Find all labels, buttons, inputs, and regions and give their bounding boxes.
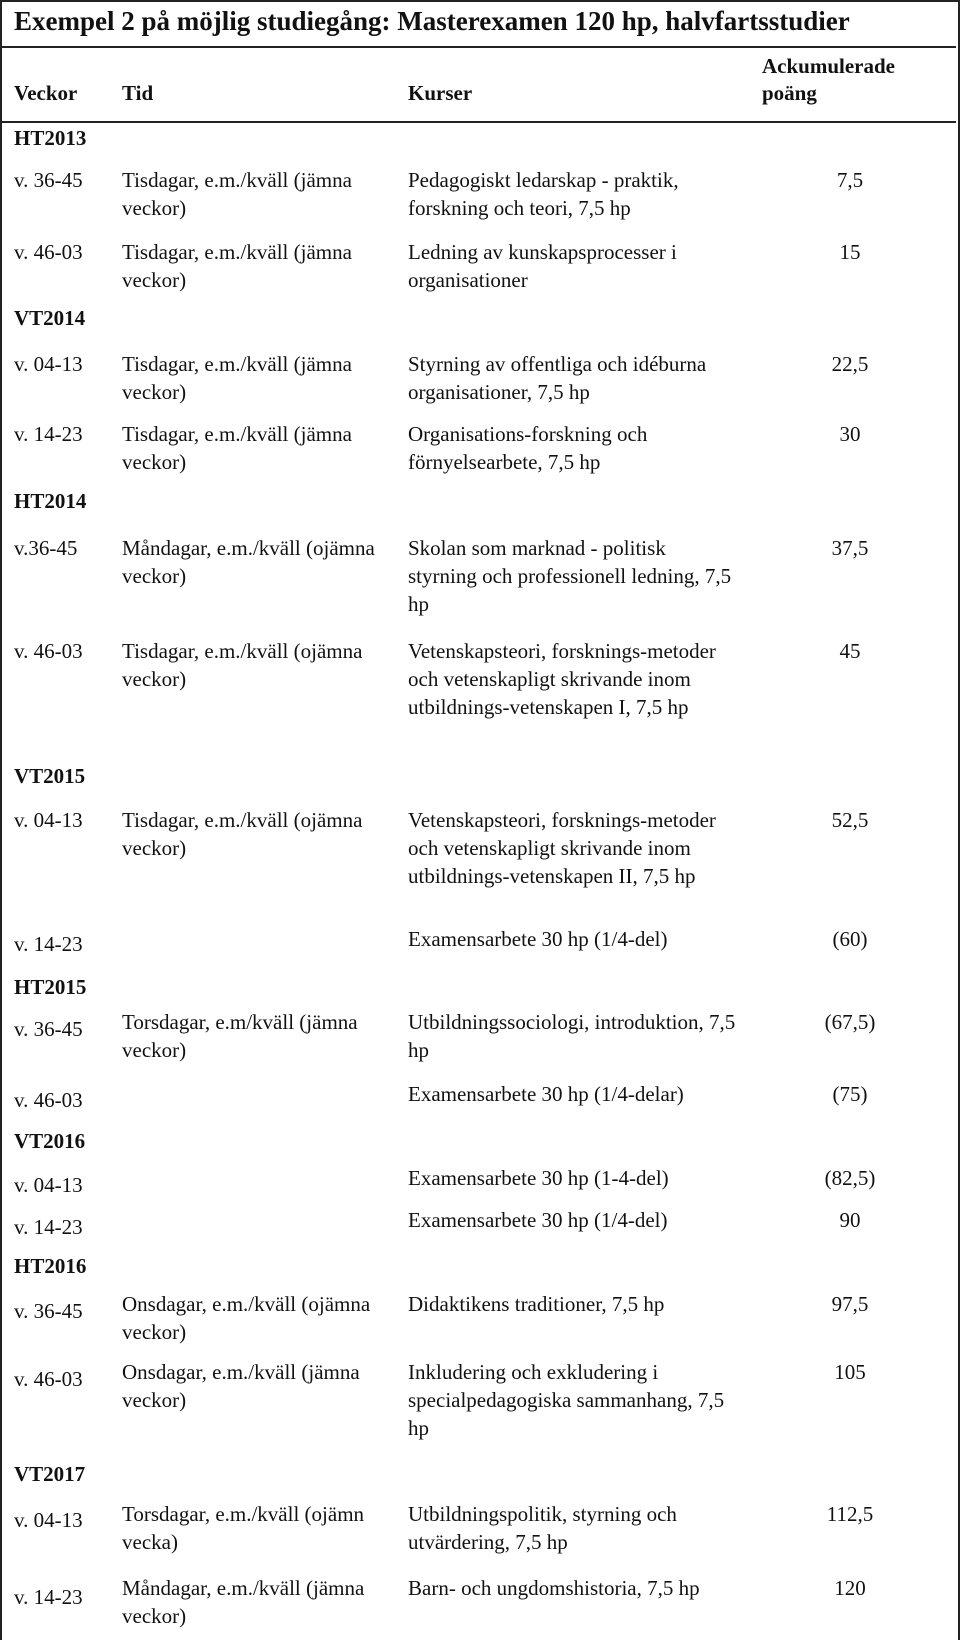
row-course: Skolan som marknad - politisk styrning och professionell ledning, 7,5 hp: [408, 536, 732, 616]
row-points: 30: [839, 422, 861, 446]
page-title: Exempel 2 på möjlig studiegång: Masterexamen 120 hp, halvfartsstudier: [14, 6, 850, 36]
row-time: Måndagar, e.m./kväll (ojämna veckor): [122, 536, 375, 588]
row-points: 120: [834, 1576, 866, 1600]
row-week: v. 14-23: [14, 1215, 83, 1239]
row-time: Tisdagar, e.m./kväll (jämna veckor): [122, 352, 352, 404]
row-week: v. 36-45: [14, 168, 83, 192]
header-points-line2: poäng: [762, 81, 817, 105]
semester-heading: VT2014: [14, 306, 86, 330]
row-points: 7,5: [836, 168, 864, 192]
row-week: v. 04-13: [14, 352, 83, 376]
row-week: v. 46-03: [14, 1088, 83, 1112]
row-course: Pedagogiskt ledarskap - praktik, forskning och teori, 7,5 hp: [408, 168, 679, 220]
row-points: 52,5: [831, 808, 869, 832]
row-week: v. 04-13: [14, 1173, 83, 1197]
row-points: 15: [839, 240, 861, 264]
row-points: 112,5: [826, 1502, 874, 1526]
row-time: Tisdagar, e.m./kväll (ojämna veckor): [122, 808, 363, 860]
row-course: Utbildningspolitik, styrning och utvärdering, 7,5 hp: [408, 1502, 677, 1554]
row-week: v. 46-03: [14, 1367, 83, 1391]
semester-heading: VT2015: [14, 764, 86, 788]
semester-heading: HT2015: [14, 975, 87, 999]
row-time: Tisdagar, e.m./kväll (jämna veckor): [122, 240, 352, 292]
row-time: Tisdagar, e.m./kväll (ojämna veckor): [122, 639, 363, 691]
semester-heading: HT2013: [14, 126, 87, 150]
row-week: v. 36-45: [14, 1299, 83, 1323]
row-time: Tisdagar, e.m./kväll (jämna veckor): [122, 422, 352, 474]
row-course: Vetenskapsteori, forsknings-metoder och vetenskapligt skrivande inom utbildnings-vetenskapen I, 7,5 hp: [408, 639, 716, 719]
row-course: Examensarbete 30 hp (1/4-del): [408, 1208, 668, 1232]
header-divider: [0, 121, 956, 123]
row-course: Examensarbete 30 hp (1-4-del): [408, 1166, 669, 1190]
header-courses: Kurser: [408, 81, 473, 105]
row-week: v. 36-45: [14, 1017, 83, 1041]
row-week: v. 14-23: [14, 422, 83, 446]
row-course: Ledning av kunskapsprocesser i organisationer: [408, 240, 677, 292]
row-week: v. 14-23: [14, 932, 83, 956]
header-time: Tid: [122, 81, 154, 105]
row-time: Torsdagar, e.m./kväll (ojämn vecka): [122, 1502, 365, 1554]
row-time: Onsdagar, e.m./kväll (ojämna veckor): [122, 1292, 371, 1344]
row-time: Tisdagar, e.m./kväll (jämna veckor): [122, 168, 352, 220]
row-points: (75): [832, 1082, 868, 1106]
row-points: 97,5: [831, 1292, 869, 1316]
row-course: Didaktikens traditioner, 7,5 hp: [408, 1292, 665, 1316]
row-course: Barn- och ungdomshistoria, 7,5 hp: [408, 1576, 700, 1600]
semester-heading: HT2014: [14, 489, 87, 513]
row-week: v.36-45: [14, 536, 78, 560]
row-course: Vetenskapsteori, forsknings-metoder och vetenskapligt skrivande inom utbildnings-vetenskapen II, 7,5 hp: [408, 808, 716, 888]
title-row: [0, 0, 956, 48]
row-course: Examensarbete 30 hp (1/4-delar): [408, 1082, 684, 1106]
row-time: Måndagar, e.m./kväll (jämna veckor): [122, 1576, 365, 1628]
semester-heading: VT2016: [14, 1129, 86, 1153]
row-points: 105: [834, 1360, 866, 1384]
header-weeks: Veckor: [14, 81, 78, 105]
row-course: Examensarbete 30 hp (1/4-del): [408, 927, 668, 951]
row-points: 45: [839, 639, 861, 663]
row-course: Organisations-forskning och förnyelsearbete, 7,5 hp: [408, 422, 648, 474]
row-points: (82,5): [824, 1166, 876, 1190]
row-points: (67,5): [824, 1010, 876, 1034]
row-week: v. 04-13: [14, 808, 83, 832]
row-week: v. 04-13: [14, 1508, 83, 1532]
header-points: [762, 53, 895, 107]
row-points: 37,5: [831, 536, 869, 560]
semester-heading: VT2017: [14, 1462, 86, 1486]
semester-heading: HT2016: [14, 1254, 87, 1278]
row-points: (60): [832, 927, 868, 951]
row-course: Styrning av offentliga och idéburna organisationer, 7,5 hp: [408, 352, 707, 404]
row-time: Onsdagar, e.m./kväll (jämna veckor): [122, 1360, 360, 1412]
row-points: 90: [839, 1208, 861, 1232]
row-week: v. 46-03: [14, 639, 83, 663]
row-course: Inkludering och exkludering i specialpedagogiska sammanhang, 7,5 hp: [408, 1360, 725, 1440]
row-points: 22,5: [831, 352, 869, 376]
row-time: Torsdagar, e.m/kväll (jämna veckor): [122, 1010, 358, 1062]
header-points-line1: Ackumulerade: [762, 54, 895, 78]
row-course: Utbildningssociologi, introduktion, 7,5 hp: [408, 1010, 736, 1062]
row-week: v. 14-23: [14, 1585, 83, 1609]
row-week: v. 46-03: [14, 240, 83, 264]
